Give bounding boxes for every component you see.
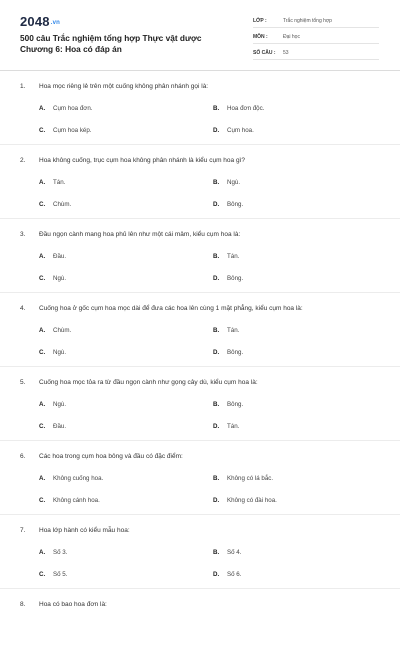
question-text: Cuống hoa mọc tỏa ra từ đầu ngọn cành như gọng cây dù, kiểu cụm hoa là: xyxy=(39,379,258,386)
option-letter: A. xyxy=(39,475,46,482)
option-a[interactable] xyxy=(39,105,93,112)
option-letter: C. xyxy=(39,201,46,208)
option-text: Đầu. xyxy=(53,423,67,430)
question-list xyxy=(0,71,400,662)
option-text: Số 6. xyxy=(227,571,242,578)
question-text: Hoa lớp hành có kiểu mẫu hoa: xyxy=(39,527,130,534)
option-text: Đầu. xyxy=(53,253,67,260)
meta-key: SỐ CÂU : xyxy=(253,49,276,56)
option-b[interactable] xyxy=(213,549,241,556)
option-letter: D. xyxy=(213,349,220,356)
option-letter: A. xyxy=(39,327,46,334)
option-c[interactable] xyxy=(39,423,66,430)
question-number: 7. xyxy=(20,527,26,534)
question-number: 4. xyxy=(20,305,26,312)
option-text: Ngù. xyxy=(227,179,241,186)
option-a[interactable] xyxy=(39,401,66,408)
option-letter: B. xyxy=(213,549,220,556)
option-letter: A. xyxy=(39,105,46,112)
option-c[interactable] xyxy=(39,201,71,208)
option-text: Ngù. xyxy=(53,349,67,356)
question-text: Hoa có bao hoa đơn là: xyxy=(39,601,107,608)
option-letter: C. xyxy=(39,275,46,282)
option-b[interactable] xyxy=(213,401,243,408)
document-title: 500 câu Trắc nghiệm tổng hợp Thực vật dược Chương 6: Hoa có đáp án xyxy=(20,33,202,54)
option-letter: B. xyxy=(213,253,220,260)
option-letter: D. xyxy=(213,275,220,282)
option-a[interactable] xyxy=(39,327,71,334)
option-letter: A. xyxy=(39,401,46,408)
question-item xyxy=(0,367,400,441)
option-text: Tán. xyxy=(227,423,240,430)
option-text: Ngù. xyxy=(53,275,67,282)
question-item xyxy=(0,441,400,515)
option-d[interactable] xyxy=(213,571,241,578)
meta-row-count xyxy=(253,46,379,60)
option-letter: B. xyxy=(213,327,220,334)
logo-tld-text: .vn xyxy=(50,19,61,26)
option-text: Bông. xyxy=(227,275,244,282)
option-text: Ngù. xyxy=(53,401,67,408)
option-letter: B. xyxy=(213,105,220,112)
option-text: Hoa đơn độc. xyxy=(227,105,265,112)
option-letter: C. xyxy=(39,497,46,504)
option-a[interactable] xyxy=(39,475,103,482)
meta-key: MÔN : xyxy=(253,33,268,40)
option-text: Bông. xyxy=(227,401,244,408)
meta-key: LỚP : xyxy=(253,17,267,24)
option-c[interactable] xyxy=(39,127,92,134)
option-letter: B. xyxy=(213,401,220,408)
meta-row-class xyxy=(253,14,379,28)
option-letter: C. xyxy=(39,423,46,430)
option-letter: D. xyxy=(213,497,220,504)
option-text: Chùm. xyxy=(53,201,72,208)
option-letter: C. xyxy=(39,127,46,134)
option-text: Không có lá bắc. xyxy=(227,475,274,482)
option-text: Bông. xyxy=(227,349,244,356)
question-number: 8. xyxy=(20,601,26,608)
question-text: Hoa mọc riêng lẻ trên một cuống không phân nhánh gọi là: xyxy=(39,83,209,90)
option-c[interactable] xyxy=(39,275,66,282)
question-text: Cuống hoa ở gốc cụm hoa mọc dài để đưa các hoa lên cùng 1 mặt phẳng, kiểu cụm hoa là: xyxy=(39,305,303,312)
option-text: Số 3. xyxy=(53,549,68,556)
option-c[interactable] xyxy=(39,349,66,356)
option-text: Cụm hoa đơn. xyxy=(53,105,93,112)
document-meta xyxy=(253,14,379,62)
option-letter: A. xyxy=(39,253,46,260)
question-item xyxy=(0,293,400,367)
option-text: Số 5. xyxy=(53,571,68,578)
option-b[interactable] xyxy=(213,105,264,112)
meta-row-subject xyxy=(253,30,379,44)
option-letter: D. xyxy=(213,423,220,430)
option-a[interactable] xyxy=(39,253,66,260)
option-text: Bông. xyxy=(227,201,244,208)
option-b[interactable] xyxy=(213,327,239,334)
option-b[interactable] xyxy=(213,253,239,260)
question-item xyxy=(0,515,400,589)
option-text: Tán. xyxy=(53,179,66,186)
option-d[interactable] xyxy=(213,423,239,430)
document-header xyxy=(0,0,400,70)
option-text: Cụm hoa kép. xyxy=(53,127,92,134)
option-text: Không cuống hoa. xyxy=(53,475,104,482)
logo-main-text: 2048 xyxy=(20,14,50,29)
option-letter: D. xyxy=(213,201,220,208)
option-c[interactable] xyxy=(39,497,100,504)
option-c[interactable] xyxy=(39,571,67,578)
option-d[interactable] xyxy=(213,349,243,356)
question-number: 1. xyxy=(20,83,26,90)
question-number: 2. xyxy=(20,157,26,164)
option-letter: A. xyxy=(39,179,46,186)
question-text: Đầu ngọn cành mang hoa phủ lên như một cái mâm, kiểu cụm hoa là: xyxy=(39,231,241,238)
meta-value: Đại học xyxy=(283,33,300,40)
option-letter: A. xyxy=(39,549,46,556)
option-letter: D. xyxy=(213,127,220,134)
option-letter: C. xyxy=(39,349,46,356)
question-text: Các hoa trong cụm hoa bông và đầu có đặc điểm: xyxy=(39,453,183,460)
option-text: Tán. xyxy=(227,327,240,334)
option-text: Chùm. xyxy=(53,327,72,334)
option-a[interactable] xyxy=(39,549,67,556)
option-text: Không cánh hoa. xyxy=(53,497,100,504)
option-letter: D. xyxy=(213,571,220,578)
option-d[interactable] xyxy=(213,497,277,504)
option-d[interactable] xyxy=(213,127,254,134)
option-b[interactable] xyxy=(213,179,240,186)
option-d[interactable] xyxy=(213,201,243,208)
question-text: Hoa không cuống, trục cụm hoa không phân nhánh là kiểu cụm hoa gì? xyxy=(39,157,245,164)
question-item xyxy=(0,219,400,293)
question-number: 5. xyxy=(20,379,26,386)
question-number: 6. xyxy=(20,453,26,460)
meta-value: Trắc nghiệm tổng hợp xyxy=(283,17,332,24)
option-letter: B. xyxy=(213,179,220,186)
option-text: Tán. xyxy=(227,253,240,260)
option-text: Cụm hoa. xyxy=(227,127,254,134)
option-text: Số 4. xyxy=(227,549,242,556)
question-item xyxy=(0,145,400,219)
site-logo[interactable] xyxy=(20,14,60,29)
question-number: 3. xyxy=(20,231,26,238)
option-a[interactable] xyxy=(39,179,65,186)
option-letter: B. xyxy=(213,475,220,482)
option-d[interactable] xyxy=(213,275,243,282)
meta-value: 53 xyxy=(283,49,289,56)
option-letter: C. xyxy=(39,571,46,578)
question-item xyxy=(0,71,400,145)
option-b[interactable] xyxy=(213,475,273,482)
option-text: Không có đài hoa. xyxy=(227,497,277,504)
